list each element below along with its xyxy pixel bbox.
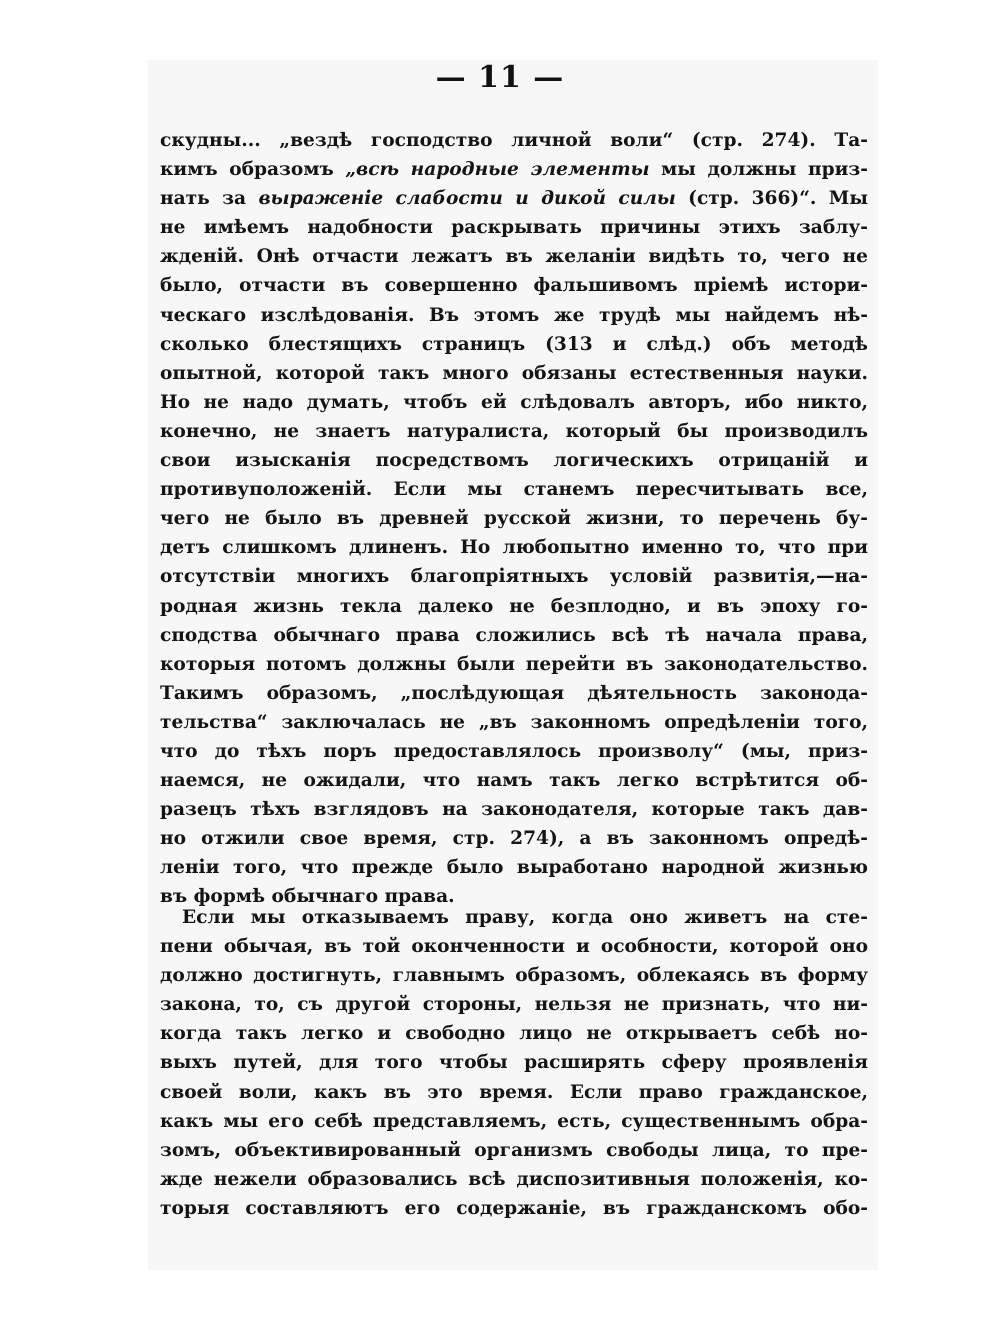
text-line — [160, 650, 868, 679]
text-line — [160, 417, 868, 446]
text-line: должно достигнуть, главнымъ образомъ, облекаясь въ форму — [160, 965, 868, 987]
text-segment: разецъ тѣхъ взглядовъ на законодателя, которые такъ дав- — [160, 799, 868, 821]
text-segment: противуположеній. Если мы станемъ пересчитывать все, — [160, 479, 868, 501]
text-line: когда такъ легко и свободно лицо не открываетъ себѣ но- — [160, 1023, 868, 1045]
text-segment: свои изысканія посредствомъ логическихъ отрицаній и — [160, 450, 868, 472]
text-segment: леніи того, что прежде было выработано народной жизнью — [160, 857, 868, 879]
text-line: торыя составляютъ его содержаніе, въ гражданскомъ обо- — [160, 1197, 868, 1219]
text-line — [160, 795, 868, 824]
text-line — [160, 504, 868, 533]
text-line: закона, то, съ другой стороны, нельзя не признать, что ни- — [160, 994, 868, 1016]
text-line — [160, 475, 868, 504]
text-line — [160, 213, 868, 242]
text-segment: мы должны приз- — [649, 159, 868, 181]
text-segment: „всѣ народные элементы — [345, 159, 650, 181]
text-line: своей воли, какъ въ это время. Если право гражданское, — [160, 1081, 868, 1103]
text-segment: нать за — [160, 188, 259, 210]
text-segment: тельства“ заключалась не „въ законномъ опредѣленіи того, — [160, 711, 868, 733]
text-segment: родная жизнь текла далеко не безплодно, и въ эпоху го- — [160, 595, 868, 617]
text-line — [160, 708, 868, 737]
text-line — [160, 592, 868, 621]
text-line — [160, 155, 868, 184]
text-line: зомъ, объективированный организмъ свободы лица, то пре- — [160, 1139, 868, 1161]
text-segment: опытной, которой такъ много обязаны естественныя науки. — [160, 362, 868, 384]
text-segment: которыя потомъ должны были перейти въ законодательство. — [160, 653, 868, 675]
text-segment: конечно, не знаетъ натуралиста, который бы производилъ — [160, 420, 868, 442]
text-segment: чего не было въ древней русской жизни, то перечень бу- — [160, 508, 868, 530]
text-segment: выраженіе слабости и дикой силы — [258, 188, 676, 210]
text-segment: сколько блестящихъ страницъ (313 и слѣд.) объ методѣ — [160, 333, 868, 355]
text-line: жде нежели образовались всѣ диспозитивныя положенія, ко- — [160, 1168, 868, 1190]
text-segment: что до тѣхъ поръ предоставлялось произволу“ (мы, приз- — [160, 740, 868, 762]
text-line — [160, 330, 868, 359]
text-segment: въ формѣ обычнаго права. — [160, 886, 455, 908]
text-line — [160, 766, 868, 795]
page-number: — 11 — — [435, 60, 565, 95]
text-segment: Такимъ образомъ, „послѣдующая дѣятельность законода- — [160, 682, 868, 704]
text-segment: кимъ образомъ — [160, 159, 346, 181]
text-line — [160, 242, 868, 271]
text-segment: не имѣемъ надобности раскрывать причины этихъ заблу- — [160, 217, 868, 239]
text-segment: было, отчасти въ совершенно фальшивомъ пріемѣ истори- — [160, 275, 868, 297]
text-line — [160, 562, 868, 591]
text-segment: ческаго изслѣдованія. Въ этомъ же трудѣ мы найдемъ нѣ- — [160, 304, 868, 326]
text-line: пени обычая, въ той оконченности и особности, которой оно — [160, 936, 868, 958]
paragraph-2 — [160, 903, 868, 1223]
text-line — [160, 621, 868, 650]
text-segment: Но не надо думать, чтобъ ей слѣдовалъ авторъ, ибо никто, — [160, 391, 868, 413]
paragraph-1 — [160, 126, 868, 912]
text-line — [160, 388, 868, 417]
text-line — [160, 533, 868, 562]
text-line — [160, 271, 868, 300]
text-segment: (стр. 366)“. Мы — [675, 188, 868, 210]
text-line: какъ мы его себѣ представляемъ, есть, существеннымъ обра- — [160, 1110, 868, 1132]
text-line — [160, 737, 868, 766]
text-line — [160, 824, 868, 853]
text-line — [160, 126, 868, 155]
text-line — [160, 184, 868, 213]
text-line — [160, 679, 868, 708]
text-segment: жденій. Онѣ отчасти лежатъ въ желаніи видѣть то, чего не — [160, 246, 868, 268]
text-line: выхъ путей, для того чтобы расширять сферу проявленія — [160, 1052, 868, 1074]
text-line: Если мы отказываемъ праву, когда оно живетъ на сте- — [182, 907, 868, 928]
text-line — [160, 853, 868, 882]
text-segment: но отжили свое время, стр. 274), а въ законномъ опредѣ- — [160, 828, 868, 850]
text-segment: наемся, не ожидали, что намъ такъ легко встрѣтится об- — [160, 770, 868, 792]
text-segment: детъ слишкомъ длиненъ. Но любопытно именно то, что при — [160, 537, 868, 559]
text-segment: отсутствіи многихъ благопріятныхъ условій развитія,—на- — [160, 566, 868, 588]
text-line — [160, 301, 868, 330]
text-line — [160, 359, 868, 388]
text-segment: скудны... „вездѣ господство личной воли“ (стр. 274). Та- — [160, 130, 868, 151]
text-segment: сподства обычнаго права сложились всѣ тѣ начала права, — [160, 624, 868, 646]
text-line — [160, 446, 868, 475]
